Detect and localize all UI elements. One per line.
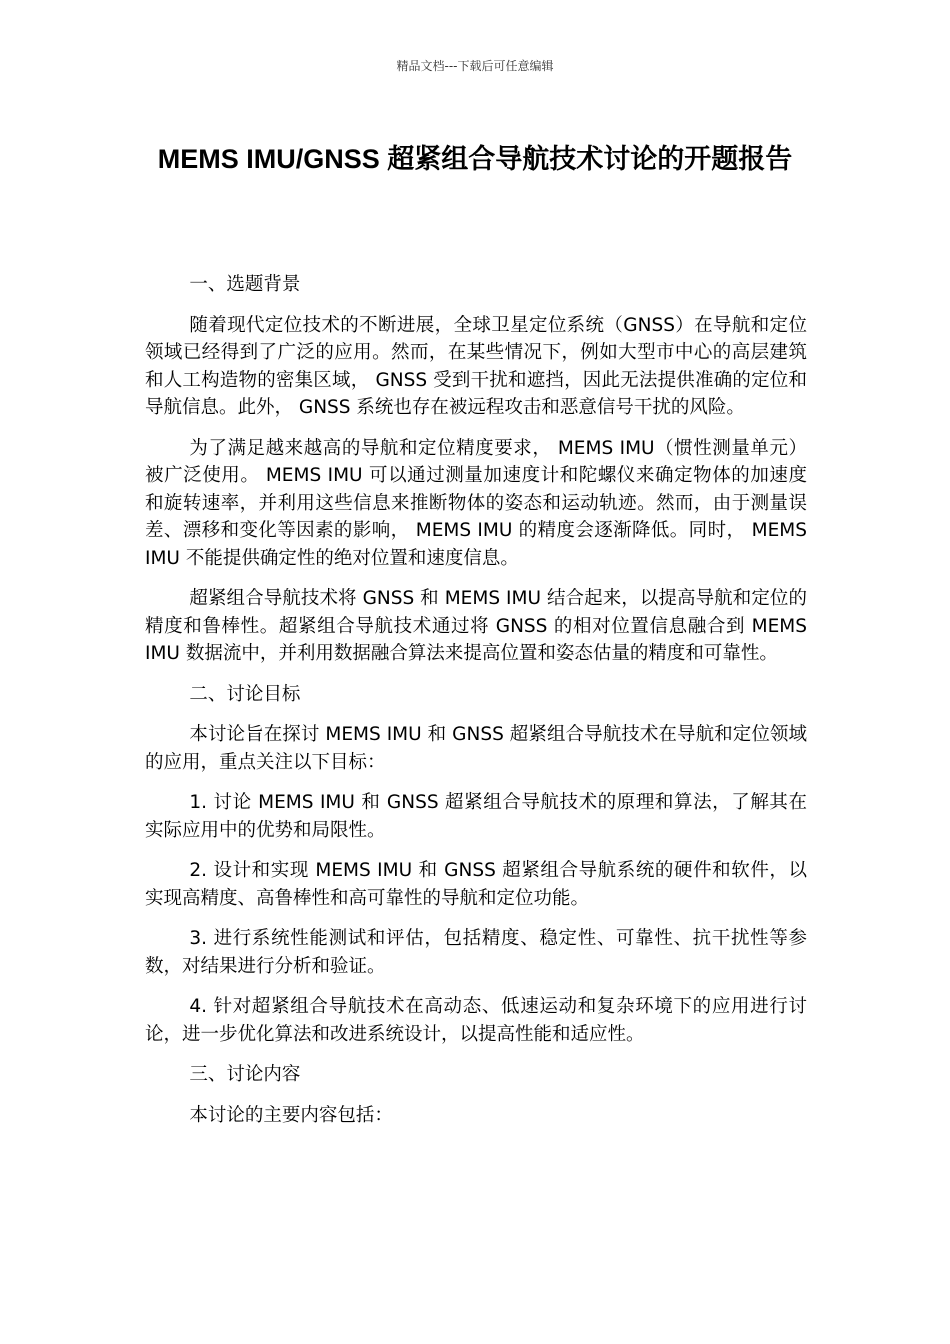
paragraph-background-2: 为了满足越来越高的导航和定位精度要求， MEMS IMU（惯性测量单元）被广泛使用。 MEMS IMU 可以通过测量加速度计和陀螺仪来确定物体的加速度和旋转速率，并利用这些信息来推断物体的姿态和运动轨迹。然而，由于测量误差、漂移和变化等因素的影响， MEMS IMU 的精度会逐渐降低。同时， MEMS IMU 不能提供确定性的绝对位置和速度信息。 — [145, 437, 807, 569]
objective-item-2: 2. 设计和实现 MEMS IMU 和 GNSS 超紧组合导航系统的硬件和软件，以实现高精度、高鲁棒性和高可靠性的导航和定位功能。 — [145, 860, 807, 909]
paragraph-background-1: 随着现代定位技术的不断进展，全球卫星定位系统（GNSS）在导航和定位领域已经得到了广泛的应用。然而，在某些情况下，例如大型市中心的高层建筑和人工构造物的密集区域， GNSS 受到干扰和遮挡，因此无法提供准确的定位和导航信息。此外， GNSS 系统也存在被远程攻击和恶意信号干扰的风险。 — [145, 314, 807, 418]
section-heading-objectives: 二、讨论目标 — [189, 683, 301, 705]
page-header-watermark: 精品文档---下载后可任意编辑 — [396, 59, 554, 73]
paragraph-objectives-intro: 本讨论旨在探讨 MEMS IMU 和 GNSS 超紧组合导航技术在导航和定位领域的应用，重点关注以下目标： — [145, 724, 807, 773]
paragraph-content-intro: 本讨论的主要内容包括： — [189, 1104, 393, 1126]
objective-item-1: 1. 讨论 MEMS IMU 和 GNSS 超紧组合导航技术的原理和算法，了解其在实际应用中的优势和局限性。 — [145, 792, 807, 841]
document-title: MEMS IMU/GNSS 超紧组合导航技术讨论的开题报告 — [157, 144, 793, 174]
document-body — [145, 271, 807, 1142]
paragraph-background-3: 超紧组合导航技术将 GNSS 和 MEMS IMU 结合起来，以提高导航和定位的精度和鲁棒性。超紧组合导航技术通过将 GNSS 的相对位置信息融合到 MEMS IMU 数据流中，并利用数据融合算法来提高位置和姿态估量的精度和可靠性。 — [145, 588, 807, 664]
section-heading-background: 一、选题背景 — [189, 274, 301, 295]
objective-item-3: 3. 进行系统性能测试和评估，包括精度、稳定性、可靠性、抗干扰性等参数，对结果进行分析和验证。 — [145, 928, 807, 977]
section-heading-content: 三、讨论内容 — [189, 1064, 301, 1085]
objective-item-4: 4. 针对超紧组合导航技术在高动态、低速运动和复杂环境下的应用进行讨论，进一步优化算法和改进系统设计，以提高性能和适应性。 — [145, 996, 807, 1045]
